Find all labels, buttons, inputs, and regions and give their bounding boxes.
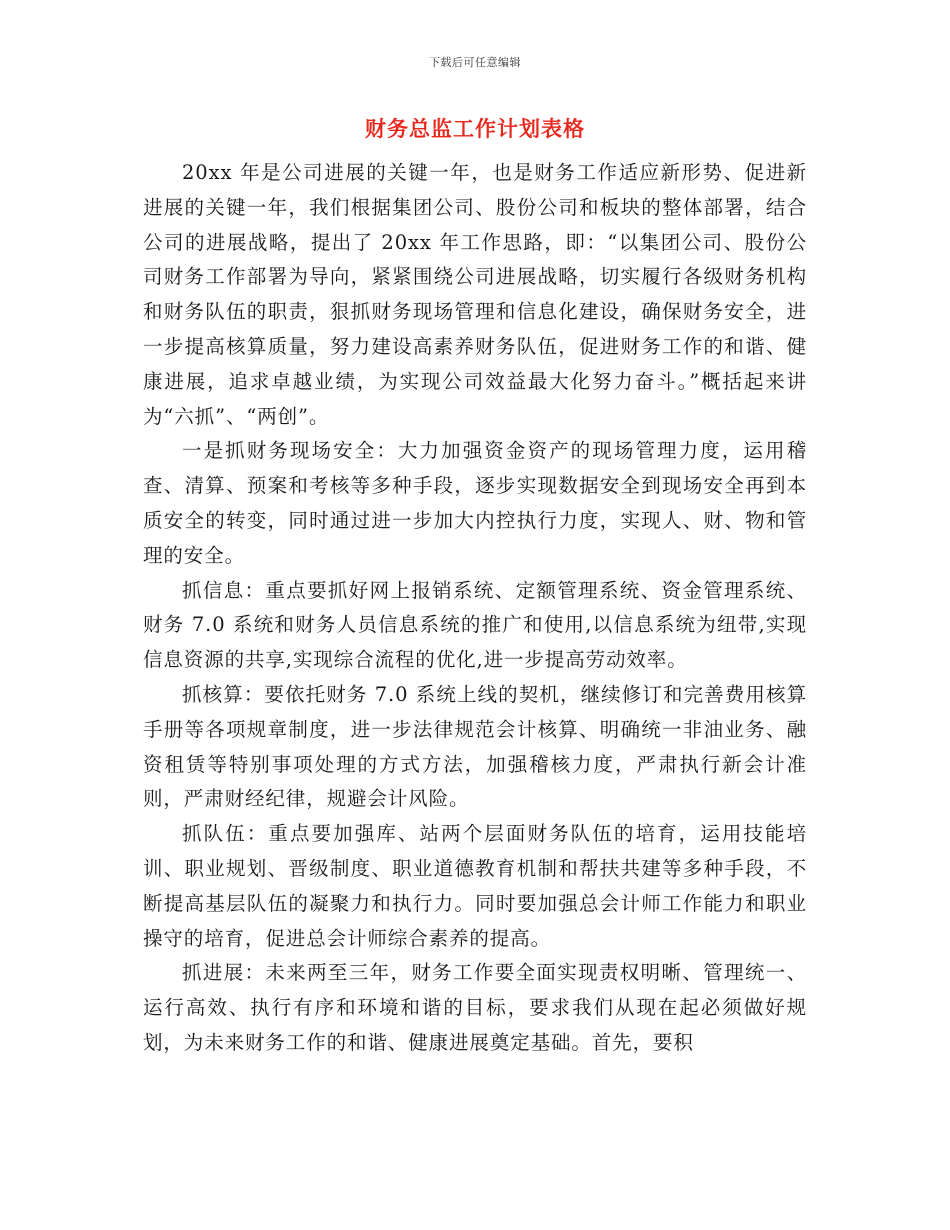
header-note: 下载后可任意编辑 xyxy=(429,56,521,69)
paragraph-accounting: 抓核算：要依托财务 7.0 系统上线的契机，继续修订和完善费用核算手册等各项规章制度，进一步法律规范会计核算、明确统一非油业务、融资租赁等特别事项处理的方式方法，加强稽核力度，严肃执行新会计准则，严肃财经纪律，规避会计风险。 xyxy=(143,682,807,811)
paragraph-information: 抓信息：重点要抓好网上报销系统、定额管理系统、资金管理系统、财务 7.0 系统和财务人员信息系统的推广和使用,以信息系统为纽带,实现信息资源的共享,实现综合流程的优化,进一步提高劳动效率。 xyxy=(143,578,807,672)
document-body xyxy=(143,156,807,1061)
paragraph-team: 抓队伍：重点要加强库、站两个层面财务队伍的培育，运用技能培训、职业规划、晋级制度、职业道德教育机制和帮扶共建等多种手段，不断提高基层队伍的凝聚力和执行力。同时要加强总会计师工作能力和职业操守的培育，促进总会计师综合素养的提高。 xyxy=(143,822,807,950)
paragraph-intro: 20xx 年是公司进展的关键一年，也是财务工作适应新形势、促进新进展的关键一年，我们根据集团公司、股份公司和板块的整体部署，结合公司的进展战略，提出了 20xx 年工作思路，即：“以集团公司、股份公司财务工作部署为导向，紧紧围绕公司进展战略，切实履行各级财务机构和财务队伍的职责，狠抓财务现场管理和信息化建设，确保财务安全，进一步提高核算质量，努力建设高素养财务队伍，促进财务工作的和谐、健康进展，追求卓越业绩，为实现公司效益最大化努力奋斗。”概括起来讲为“六抓”、“两创”。 xyxy=(143,161,807,428)
document-title: 财务总监工作计划表格 xyxy=(365,116,585,141)
paragraph-development: 抓进展：未来两至三年，财务工作要全面实现责权明晰、管理统一、运行高效、执行有序和环境和谐的目标，要求我们从现在起必须做好规划，为未来财务工作的和谐、健康进展奠定基础。首先，要积 xyxy=(143,961,807,1054)
paragraph-safety: 一是抓财务现场安全：大力加强资金资产的现场管理力度，运用稽查、清算、预案和考核等多种手段，逐步实现数据安全到现场安全再到本质安全的转变，同时通过进一步加大内控执行力度，实现人、财、物和管理的安全。 xyxy=(143,439,807,567)
